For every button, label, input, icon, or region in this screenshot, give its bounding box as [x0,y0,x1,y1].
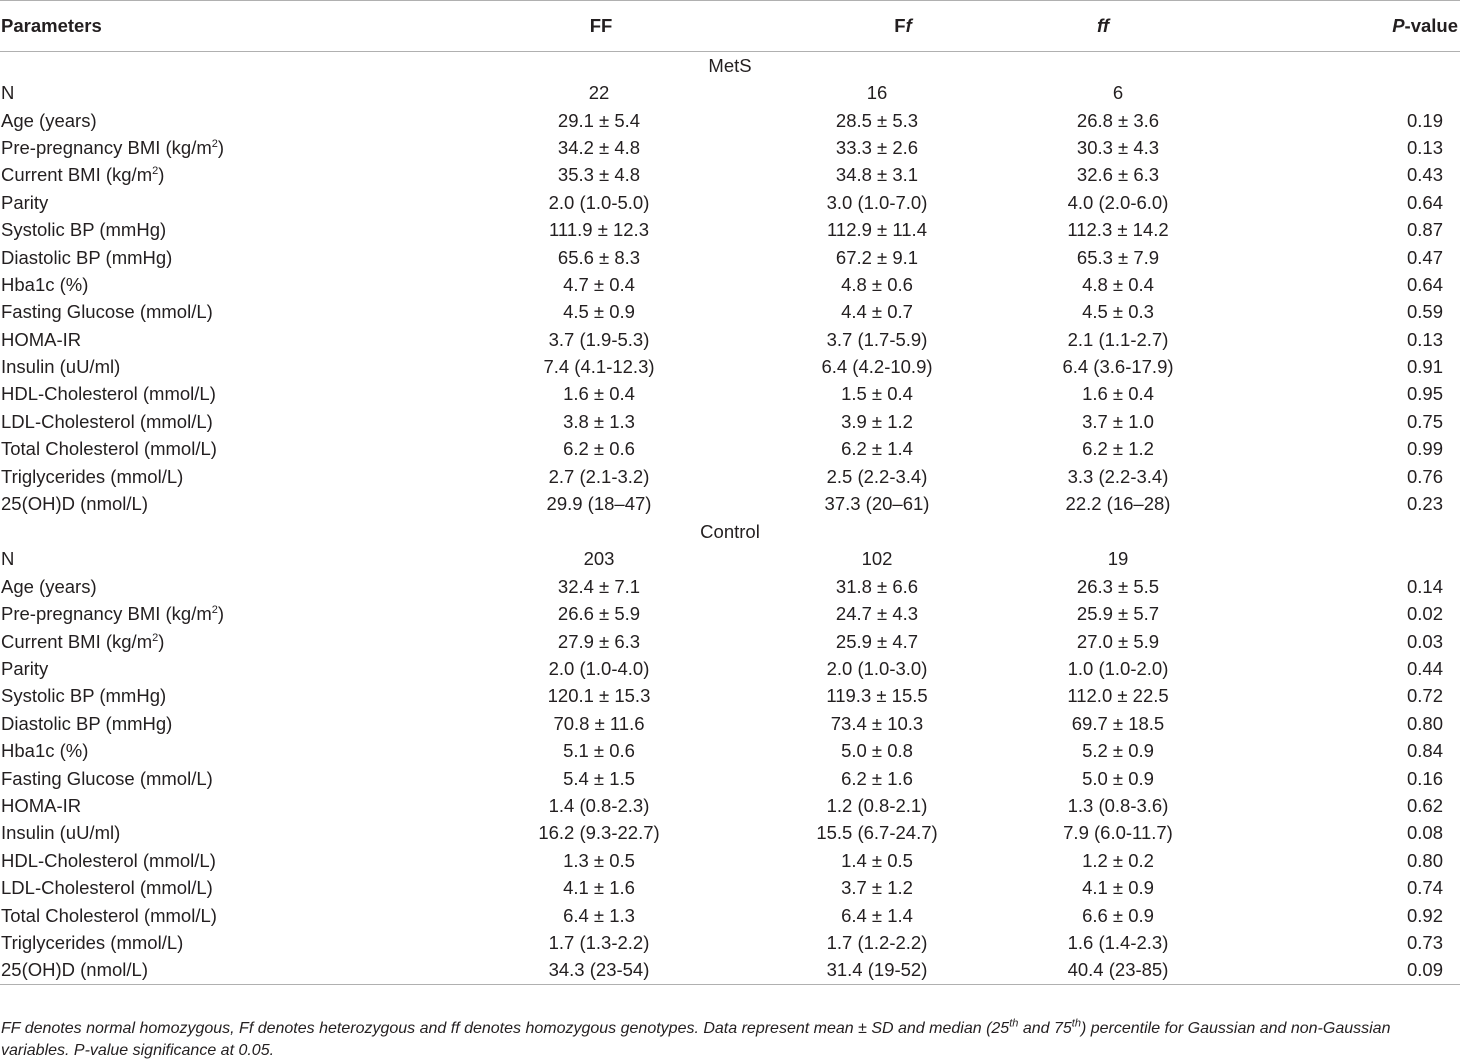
footnote-sup1: th [1009,1017,1019,1030]
cell-parameter [0,820,300,847]
cell-p-value: 0.59 [1406,301,1443,323]
cell-p-value: 0.80 [1406,712,1443,734]
cell-parameter [0,107,300,134]
cell-Ff: 67.2 ± 9.1 [835,246,919,268]
footnote-sup2: th [1071,1017,1081,1030]
table-row [0,134,1460,161]
table-row [0,546,1460,573]
cell-parameter [0,463,300,490]
cell-p-value: 0.91 [1406,356,1443,378]
cell-Ff: 1.2 (0.8-2.1) [826,794,928,816]
cell-FF: 111.9 ± 12.3 [549,219,649,241]
cell-parameter [0,765,300,792]
cell-ff: 5.0 ± 0.9 [1082,767,1154,789]
parameter-name: Parity [1,658,49,679]
cell-FF: 1.4 (0.8-2.3) [548,794,650,816]
header-FF: FF [589,15,613,36]
table-row [0,80,1460,107]
cell-p-value: 0.14 [1406,575,1443,597]
table-row [0,957,1460,984]
cell-FF: 3.7 (1.9-5.3) [548,328,650,350]
cell-parameter [0,847,300,874]
cell-parameter [0,929,300,956]
table-row [0,573,1460,600]
cell-parameter [0,655,300,682]
cell-Ff: 2.5 (2.2-3.4) [826,465,928,487]
cell-parameter [0,601,300,628]
table-row [0,408,1460,435]
table-row [0,683,1460,710]
table-row [0,271,1460,298]
cell-FF: 203 [583,548,615,570]
cell-parameter [0,683,300,710]
cell-p-value: 0.64 [1406,191,1443,213]
cell-p-value: 0.76 [1406,465,1443,487]
cell-Ff: 31.8 ± 6.6 [835,575,919,597]
parameter-name: Age (years) [1,575,97,597]
cell-p-value: 0.73 [1406,931,1443,953]
cell-FF: 2.7 (2.1-3.2) [548,465,650,487]
cell-parameter [0,381,300,408]
cell-ff: 65.3 ± 7.9 [1076,246,1160,268]
cell-Ff: 2.0 (1.0-3.0) [826,658,928,679]
parameter-name: HDL-Cholesterol (mmol/L) [1,383,216,405]
cell-parameter [0,326,300,353]
cell-FF: 5.4 ± 1.5 [563,767,635,789]
parameter-name: Systolic BP (mmHg) [1,219,167,241]
cell-Ff: 1.4 ± 0.5 [841,849,913,871]
cell-FF: 65.6 ± 8.3 [557,246,641,268]
parameter-name: Diastolic BP (mmHg) [1,712,173,734]
cell-p-value: 0.75 [1406,410,1443,432]
cell-p-value: 0.92 [1406,904,1443,926]
table-row [0,601,1460,628]
cell-parameter [0,737,300,764]
cell-parameter [0,408,300,435]
cell-ff: 1.6 ± 0.4 [1082,383,1154,405]
cell-FF: 5.1 ± 0.6 [563,740,635,762]
parameter-name: Hba1c (%) [1,273,89,295]
table-row [0,655,1460,682]
cell-ff: 27.0 ± 5.9 [1076,630,1160,652]
cell-Ff: 24.7 ± 4.3 [835,603,919,625]
parameter-name: LDL-Cholesterol (mmol/L) [1,410,213,432]
parameter-name: Parity [1,191,49,213]
cell-ff: 69.7 ± 18.5 [1071,712,1165,734]
cell-p-value: 0.72 [1406,685,1443,707]
header-p-value: P-value [1392,15,1458,36]
group-label: MetS [708,54,752,76]
parameter-tail: ) [158,630,165,652]
cell-ff: 32.6 ± 6.3 [1076,164,1160,186]
cell-p-value: 0.03 [1406,630,1443,652]
cell-parameter [0,244,300,271]
cell-Ff: 28.5 ± 5.3 [835,109,919,131]
table-footnote [1,1018,1459,1062]
cell-parameter [0,490,300,517]
cell-parameter [0,573,300,600]
group-label: Control [700,520,760,542]
table-row [0,381,1460,408]
cell-FF: 22 [588,82,610,104]
cell-Ff: 5.0 ± 0.8 [841,740,913,762]
parameter-superscript: 2 [211,604,218,617]
cell-p-value: 0.13 [1406,328,1443,350]
cell-ff: 3.3 (2.2-3.4) [1067,465,1169,487]
cell-ff: 112.0 ± 22.5 [1067,685,1169,707]
cell-p-value: 0.02 [1406,603,1443,625]
table-body [0,52,1460,985]
cell-Ff: 3.9 ± 1.2 [841,410,913,432]
cell-Ff: 112.9 ± 11.4 [827,219,927,241]
parameter-name: Age (years) [1,109,97,131]
parameter-name: Diastolic BP (mmHg) [1,246,173,268]
parameter-name: Fasting Glucose (mmol/L) [1,767,213,789]
cell-Ff: 102 [861,548,893,570]
cell-Ff: 25.9 ± 4.7 [835,630,919,652]
cell-parameter [0,271,300,298]
cell-Ff: 1.5 ± 0.4 [841,383,913,405]
group-row-control [0,518,1460,546]
cell-Ff: 6.2 ± 1.4 [841,438,913,460]
cell-parameter [0,216,300,243]
parameter-name: Fasting Glucose (mmol/L) [1,301,213,323]
parameter-name: HOMA-IR [1,328,82,350]
cell-parameter [0,710,300,737]
cell-ff: 112.3 ± 14.2 [1067,219,1169,241]
cell-ff: 1.3 (0.8-3.6) [1067,794,1169,816]
cell-ff: 4.8 ± 0.4 [1082,273,1154,295]
cell-FF: 16.2 (9.3-22.7) [538,822,660,844]
cell-FF: 29.1 ± 5.4 [557,109,641,131]
cell-FF: 1.7 (1.3-2.2) [548,931,650,953]
parameter-name: N [1,82,15,104]
cell-parameter [0,162,300,189]
cell-FF: 2.0 (1.0-4.0) [548,658,650,679]
cell-ff: 25.9 ± 5.7 [1076,603,1160,625]
cell-p-value: 0.23 [1406,493,1443,515]
cell-Ff: 6.4 (4.2-10.9) [821,356,933,378]
cell-ff: 1.0 (1.0-2.0) [1067,658,1169,679]
cell-p-value: 0.95 [1406,383,1443,405]
parameter-superscript: 2 [211,137,218,150]
cell-FF: 4.1 ± 1.6 [563,877,635,899]
cell-parameter [0,189,300,216]
cell-Ff: 3.0 (1.0-7.0) [826,191,928,213]
header-Ff [690,1,968,52]
cell-FF: 1.3 ± 0.5 [563,849,635,871]
cell-p-value: 0.80 [1406,849,1443,871]
cell-p-value: 0.44 [1406,658,1443,679]
cell-p-value: 0.19 [1406,109,1443,131]
cell-ff: 2.1 (1.1-2.7) [1067,328,1169,350]
footnote-part2: and 75 [1018,1020,1072,1037]
cell-Ff: 4.8 ± 0.6 [841,273,913,295]
cell-FF: 120.1 ± 15.3 [547,685,651,707]
cell-ff: 40.4 (23-85) [1067,959,1169,981]
table-row [0,847,1460,874]
cell-p-value: 0.47 [1406,246,1443,268]
cell-FF: 34.2 ± 4.8 [557,136,641,158]
cell-p-value [1298,80,1460,107]
cell-p-value: 0.64 [1406,273,1443,295]
table-row [0,490,1460,517]
parameter-name: Current BMI (kg/m [1,630,153,652]
parameter-tail: ) [217,603,225,625]
cell-Ff: 73.4 ± 10.3 [830,712,924,734]
cell-ff: 26.8 ± 3.6 [1076,109,1160,131]
parameter-tail: ) [158,164,165,186]
cell-Ff: 16 [866,82,888,104]
parameter-superscript: 2 [152,631,159,644]
table-row [0,189,1460,216]
header-ff [968,1,1298,52]
cell-parameter [0,80,300,107]
cell-parameter [0,436,300,463]
cell-Ff: 31.4 (19-52) [826,959,928,981]
parameter-name: 25(OH)D (nmol/L) [1,493,148,515]
cell-p-value: 0.62 [1406,794,1443,816]
parameter-name: HDL-Cholesterol (mmol/L) [1,849,216,871]
parameter-name: Pre-pregnancy BMI (kg/m [1,136,212,158]
header-ff-text: ff [1097,15,1109,36]
cell-parameter [0,792,300,819]
cell-p-value: 0.16 [1406,767,1443,789]
table-header-row [0,1,1460,52]
table-row [0,902,1460,929]
table-row [0,107,1460,134]
cell-ff: 6 [1112,82,1124,104]
cell-p-value: 0.87 [1406,219,1443,241]
cell-p-value: 0.84 [1406,740,1443,762]
header-parameters: Parameters [1,15,102,36]
cell-ff: 4.5 ± 0.3 [1082,301,1154,323]
cell-FF: 70.8 ± 11.6 [553,712,645,734]
parameter-name: LDL-Cholesterol (mmol/L) [1,877,213,899]
cell-Ff: 37.3 (20–61) [824,493,930,515]
cell-Ff: 3.7 (1.7-5.9) [826,328,928,350]
cell-Ff: 15.5 (6.7-24.7) [816,822,938,844]
table-row [0,737,1460,764]
table-row [0,765,1460,792]
cell-ff: 3.7 ± 1.0 [1082,410,1154,432]
cell-FF: 35.3 ± 4.8 [557,164,641,186]
group-row-mets [0,52,1460,80]
cell-FF: 4.7 ± 0.4 [563,273,635,295]
cell-p-value: 0.43 [1406,164,1443,186]
cell-parameter [0,134,300,161]
parameter-name: Triglycerides (mmol/L) [1,931,184,953]
parameter-name: Pre-pregnancy BMI (kg/m [1,603,212,625]
table-row [0,820,1460,847]
cell-parameter [0,546,300,573]
table-row [0,436,1460,463]
cell-parameter [0,628,300,655]
parameter-name: 25(OH)D (nmol/L) [1,959,148,981]
cell-FF: 26.6 ± 5.9 [557,603,641,625]
table-row [0,244,1460,271]
table-row [0,162,1460,189]
cell-FF: 4.5 ± 0.9 [563,301,635,323]
parameter-tail: ) [217,136,225,158]
cell-p-value: 0.74 [1406,877,1443,899]
cell-ff: 6.6 ± 0.9 [1082,904,1154,926]
cell-parameter [0,902,300,929]
cell-FF: 34.3 (23-54) [548,959,650,981]
parameter-name: Triglycerides (mmol/L) [1,465,184,487]
cell-p-value: 0.09 [1406,959,1443,981]
table-row [0,874,1460,901]
cell-p-value: 0.13 [1406,136,1443,158]
parameter-name: Systolic BP (mmHg) [1,685,167,707]
table-row [0,216,1460,243]
table-row [0,628,1460,655]
parameter-name: Hba1c (%) [1,740,89,762]
parameter-name: HOMA-IR [1,794,82,816]
parameter-name: Total Cholesterol (mmol/L) [1,438,217,460]
cell-ff: 19 [1107,548,1129,570]
cell-p-value: 0.08 [1406,822,1443,844]
cell-p-value [1298,546,1460,573]
table-row [0,929,1460,956]
footnote-part1: FF denotes normal homozygous, Ff denotes heterozygous and ff denotes homozygous genotypes. Data represent mean ± SD and median (25 [1,1020,1010,1037]
table-row [0,353,1460,380]
cell-Ff: 119.3 ± 15.5 [826,685,928,707]
parameter-name: Insulin (uU/ml) [1,822,121,844]
cell-FF: 7.4 (4.1-12.3) [543,356,655,378]
cell-FF: 2.0 (1.0-5.0) [548,191,650,213]
cell-ff: 5.2 ± 0.9 [1082,740,1154,762]
parameter-name: Insulin (uU/ml) [1,356,121,378]
table-row [0,792,1460,819]
cell-Ff: 1.7 (1.2-2.2) [826,931,928,953]
cell-Ff: 33.3 ± 2.6 [835,136,919,158]
table-row [0,326,1460,353]
cell-Ff: 4.4 ± 0.7 [841,301,913,323]
cell-ff: 6.4 (3.6-17.9) [1062,356,1174,378]
cell-ff: 1.2 ± 0.2 [1082,849,1154,871]
table-row [0,299,1460,326]
header-Ff-text: Ff [894,15,912,36]
cell-FF: 27.9 ± 6.3 [557,630,641,652]
table-row [0,710,1460,737]
parameter-superscript: 2 [152,165,159,178]
parameter-name: N [1,548,15,570]
cell-Ff: 6.4 ± 1.4 [841,904,913,926]
cell-ff: 7.9 (6.0-11.7) [1063,822,1173,844]
cell-FF: 1.6 ± 0.4 [563,383,635,405]
cell-Ff: 3.7 ± 1.2 [841,877,913,899]
cell-FF: 3.8 ± 1.3 [563,410,635,432]
parameter-name: Total Cholesterol (mmol/L) [1,904,217,926]
cell-Ff: 34.8 ± 3.1 [835,164,919,186]
cell-FF: 29.9 (18–47) [546,493,652,515]
cell-ff: 6.2 ± 1.2 [1082,438,1154,460]
cell-ff: 26.3 ± 5.5 [1076,575,1160,597]
cell-ff: 4.0 (2.0-6.0) [1067,191,1169,213]
cell-parameter [0,353,300,380]
parameter-name: Current BMI (kg/m [1,164,153,186]
cell-FF: 6.2 ± 0.6 [563,438,635,460]
cell-parameter [0,957,300,984]
cell-ff: 4.1 ± 0.9 [1082,877,1154,899]
table-row [0,463,1460,490]
cell-ff: 30.3 ± 4.3 [1076,136,1160,158]
cell-FF: 32.4 ± 7.1 [557,575,641,597]
cell-parameter [0,874,300,901]
cell-parameter [0,299,300,326]
footnote-part3: ) percentile for Gaussian and non-Gaussian variables. P-value significance at 0.05. [1,1020,1391,1059]
cell-p-value: 0.99 [1406,438,1443,460]
cell-ff: 1.6 (1.4-2.3) [1067,931,1169,953]
cell-Ff: 6.2 ± 1.6 [841,767,913,789]
cell-ff: 22.2 (16–28) [1065,493,1171,515]
cell-FF: 6.4 ± 1.3 [563,904,635,926]
